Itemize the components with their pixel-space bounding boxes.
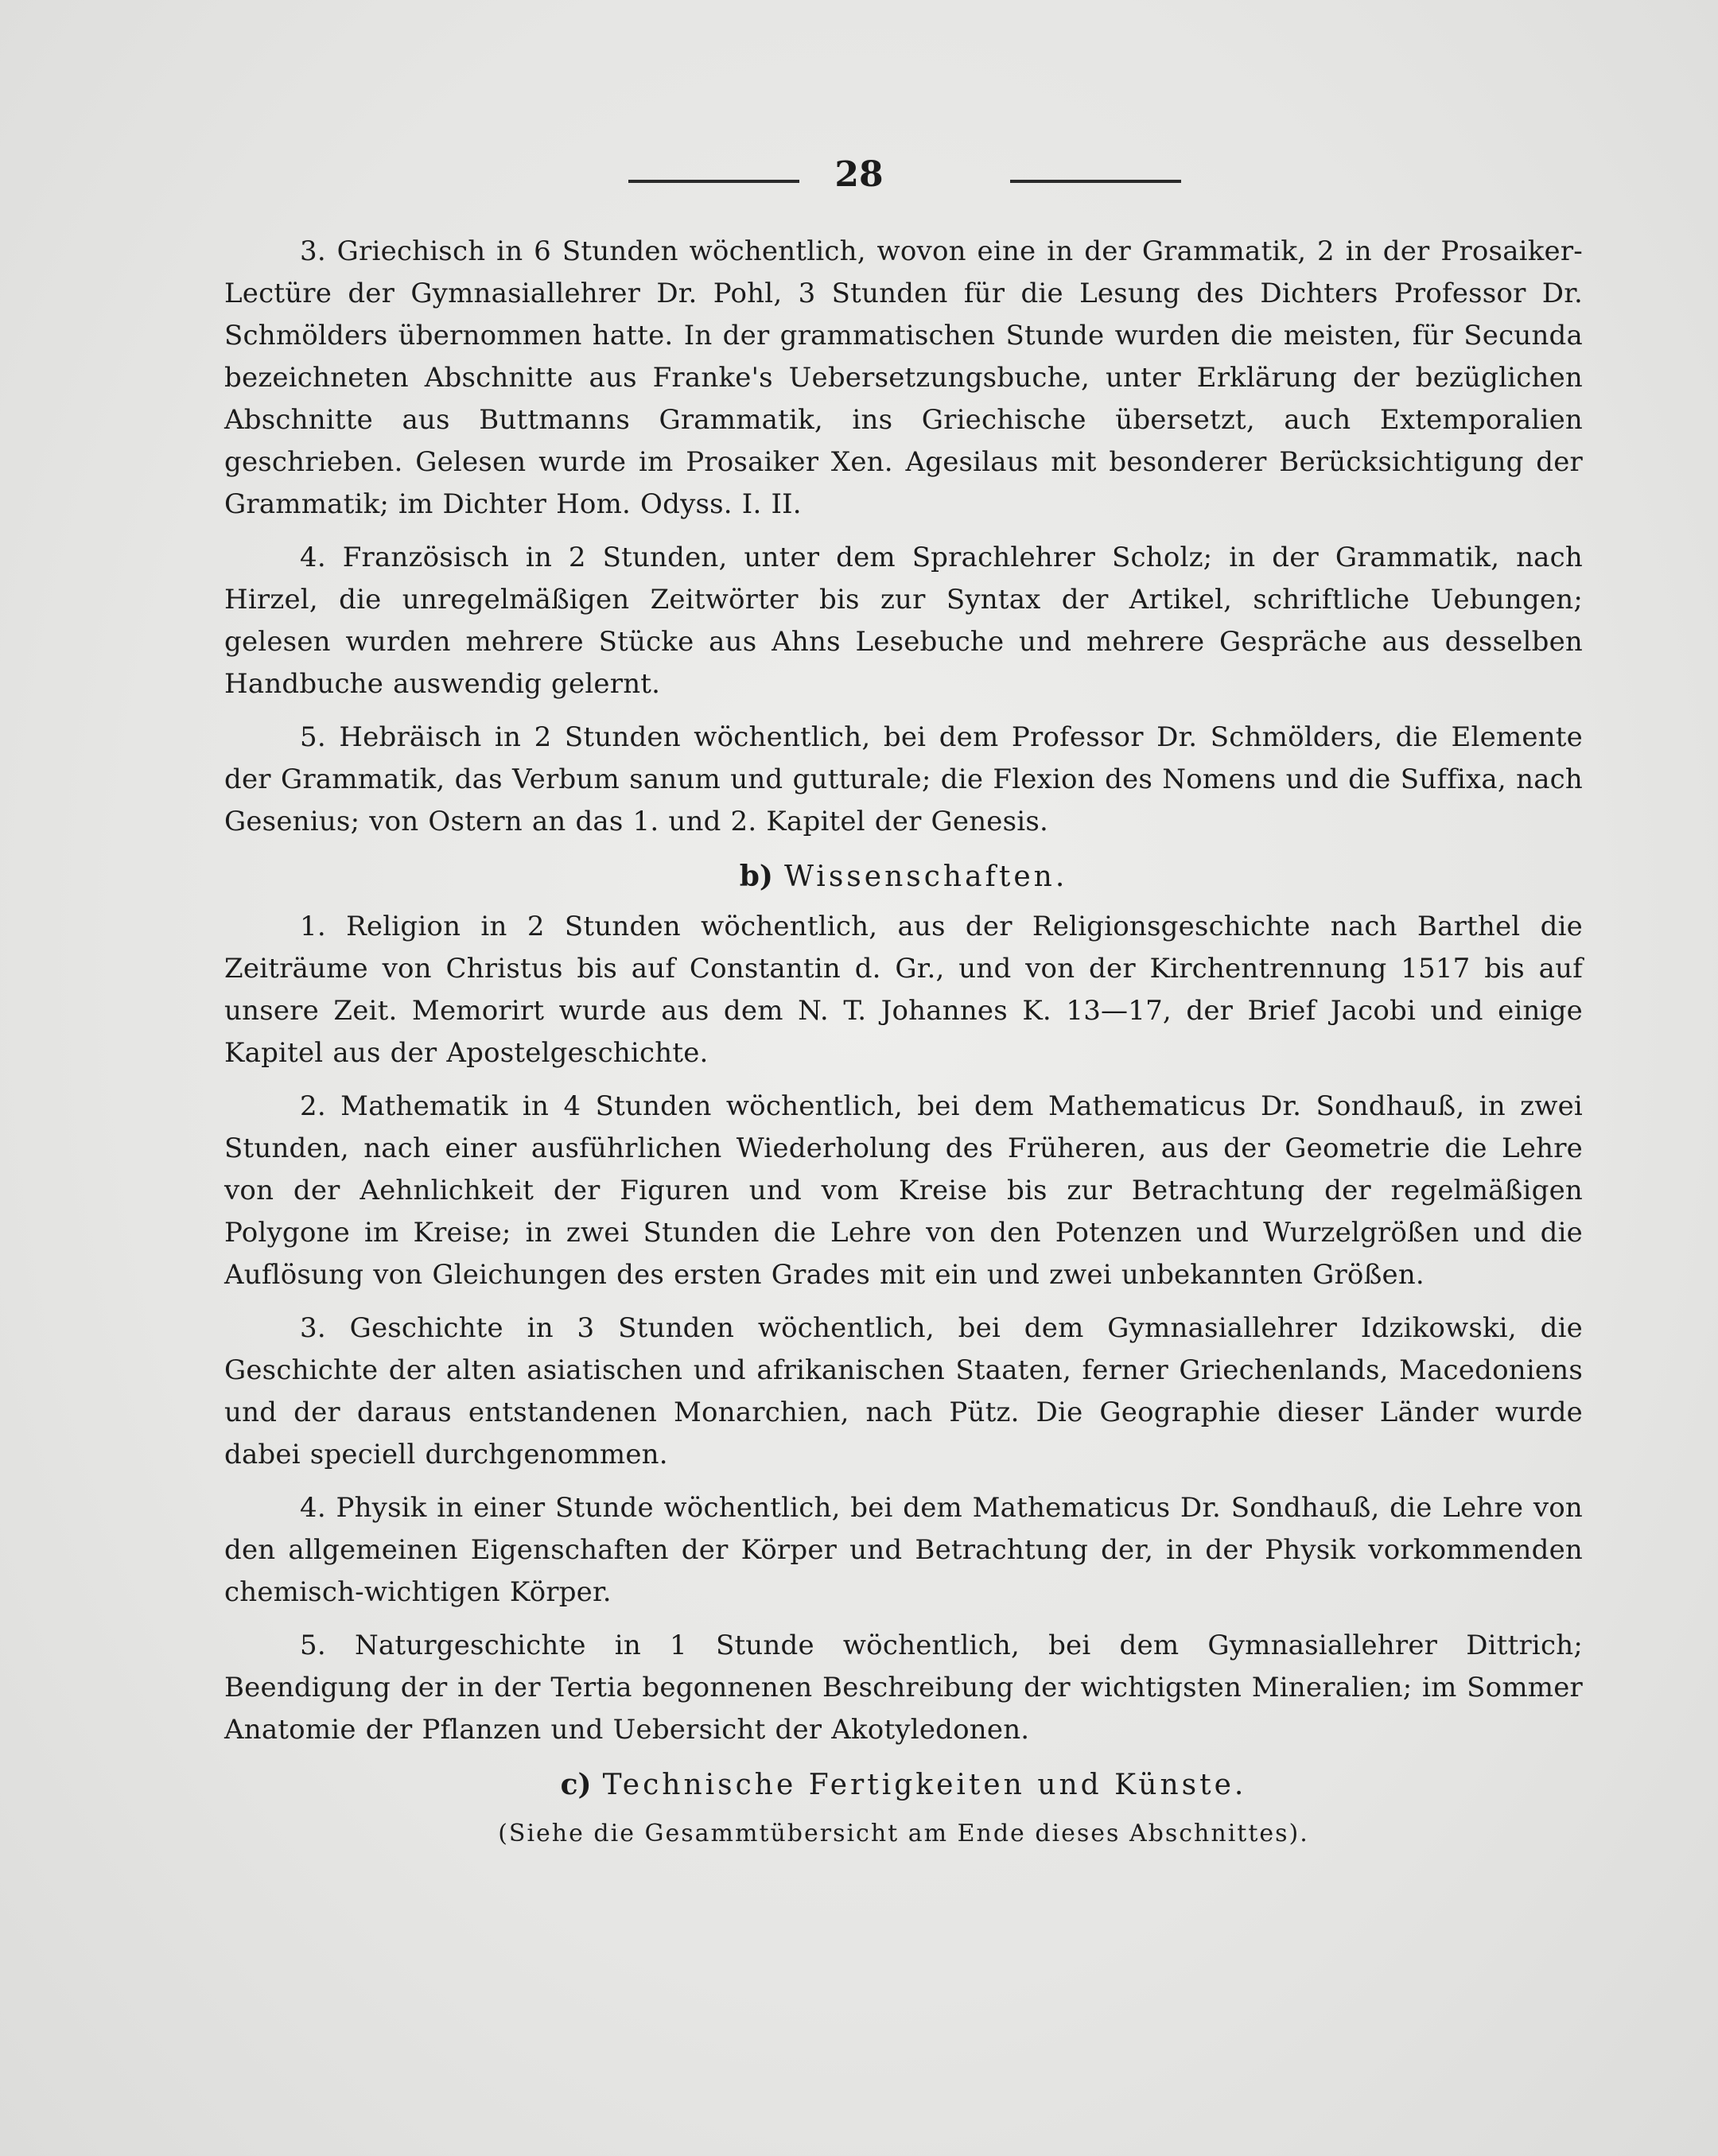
section-marker: c)	[560, 1768, 592, 1801]
page-header	[0, 151, 1718, 207]
header-rule-left	[628, 180, 799, 183]
page-body	[224, 231, 1583, 1854]
section-marker: b)	[739, 860, 773, 893]
section-note: (Siehe die Gesammtübersicht am Ende dieses Abschnittes).	[498, 1820, 1309, 1847]
section-title: Technische Fertigkeiten und Künste.	[602, 1769, 1247, 1801]
paragraph-hebraeisch: 5. Hebräisch in 2 Stunden wöchentlich, bei dem Professor Dr. Schmölders, die Elemente der Grammatik, das Verbum sanum und gutturale; die Flexion des Nomens und die Suffixa, nach Gesenius; von Ostern an das 1. und 2. Kapitel der Genesis.	[224, 721, 1583, 837]
section-heading-technische-fertigkeiten	[224, 1764, 1583, 1806]
paragraph-religion: 1. Religion in 2 Stunden wöchentlich, aus der Religionsgeschichte nach Barthel die Zeiträume von Christus bis auf Constantin d. Gr., und von der Kirchentrennung 1517 bis auf unsere Zeit. Memorirt wurde aus dem N. T. Johannes K. 13—17, der Brief Jacobi und einige Kapitel aus der Apostelgeschichte.	[224, 911, 1583, 1069]
paragraph-franzoesisch: 4. Französisch in 2 Stunden, unter dem Sprachlehrer Scholz; in der Grammatik, nach Hirzel, die unregelmäßigen Zeitwörter bis zur Syntax der Artikel, schriftliche Uebungen; gelesen wurden mehrere Stücke aus Ahns Lesebuche und mehrere Gespräche aus desselben Handbuche auswendig gelernt.	[224, 542, 1583, 700]
paragraph-physik: 4. Physik in einer Stunde wöchentlich, bei dem Mathematicus Dr. Sondhauß, die Lehre von den allgemeinen Eigenschaften der Körper und Betrachtung der, in der Physik vorkommenden chemisch-wichtigen Körper.	[224, 1492, 1583, 1608]
paragraph-geschichte: 3. Geschichte in 3 Stunden wöchentlich, bei dem Gymnasiallehrer Idzikowski, die Geschichte der alten asiatischen und afrikanischen Staaten, ferner Griechenlands, Macedoniens und der daraus entstandenen Monarchien, nach Pütz. Die Geographie dieser Länder wurde dabei speciell durchgenommen.	[224, 1312, 1583, 1470]
paragraph-griechisch: 3. Griechisch in 6 Stunden wöchentlich, wovon eine in der Grammatik, 2 in der Prosaiker-Lectüre der Gymnasiallehrer Dr. Pohl, 3 Stunden für die Lesung des Dichters Professor Dr. Schmölders übernommen hatte. In der grammatischen Stunde wurden die meisten, für Secunda bezeichneten Abschnitte aus Franke's Uebersetzungsbuche, unter Erklärung der bezüglichen Abschnitte aus Buttmanns Grammatik, ins Griechische übersetzt, auch Extemporalien geschrieben. Gelesen wurde im Prosaiker Xen. Agesilaus mit besonderer Berücksichtigung der Grammatik; im Dichter Hom. Odyss. I. II.	[224, 235, 1583, 520]
page-number: 28	[834, 154, 884, 195]
paragraph-naturgeschichte: 5. Naturgeschichte in 1 Stunde wöchentlich, bei dem Gymnasiallehrer Dittrich; Beendigung der in der Tertia begonnenen Beschreibung der wichtigsten Mineralien; im Sommer Anatomie der Pflanzen und Uebersicht der Akotyledonen.	[224, 1630, 1583, 1746]
section-title: Wissenschaften.	[783, 860, 1068, 893]
section-heading-wissenschaften	[224, 856, 1583, 898]
header-rule-right	[1010, 180, 1181, 183]
paragraph-mathematik: 2. Mathematik in 4 Stunden wöchentlich, bei dem Mathematicus Dr. Sondhauß, in zwei Stunden, nach einer ausführlichen Wiederholung des Früheren, aus der Geometrie die Lehre von der Aehnlichkeit der Figuren und vom Kreise bis zur Betrachtung der regelmäßigen Polygone im Kreise; in zwei Stunden die Lehre von den Potenzen und Wurzelgrößen und die Auflösung von Gleichungen des ersten Grades mit ein und zwei unbekannten Größen.	[224, 1090, 1583, 1291]
